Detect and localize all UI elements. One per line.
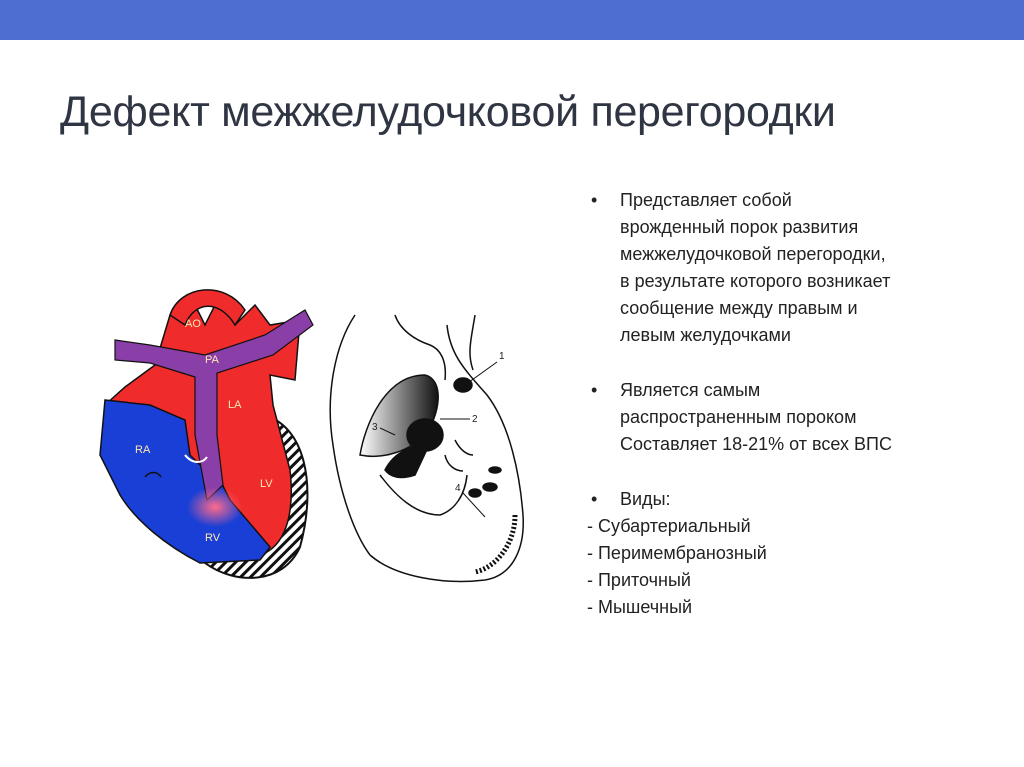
heart-section-figure [330,315,523,581]
bullet-prevalence [583,377,1003,458]
type-item: - Мышечный [587,597,693,617]
section-num-3: 3 [372,422,378,433]
bullet-dot: • [591,489,598,509]
type-item: - Перимембранозный [587,543,767,563]
bullet-types [583,486,1003,513]
heart-diagram [95,285,535,595]
label-rv: RV [205,532,221,544]
colored-heart-figure [100,290,313,578]
section-num-2: 2 [472,414,478,425]
label-lv: LV [260,478,273,490]
label-la: LA [228,399,242,411]
slide-title: Дефект межжелудочковой перегородки [60,88,836,136]
label-ra: RA [135,444,151,456]
bullet-dot: • [591,380,598,400]
type-item: - Приточный [587,570,691,590]
label-ao: AO [185,318,201,330]
bullet-definition [583,187,1003,349]
top-accent-bar [0,0,1024,40]
septal-defect [187,487,243,527]
bullet-text: Представляет собой врожденный порок развития межжелудочковой перегородки, в результате которого возникает сообщение между правым и левым желудочками [620,190,891,345]
section-num-1: 1 [499,351,505,362]
type-item: - Субартериальный [587,516,751,536]
description-text [583,187,1003,621]
bullet-dot: • [591,190,598,210]
bullet-text: Является самым распространенным пороком Составляет 18-21% от всех ВПС [620,380,892,454]
label-pa: PA [205,354,219,366]
bullet-text: Виды: [620,489,671,509]
section-num-4: 4 [455,483,461,494]
